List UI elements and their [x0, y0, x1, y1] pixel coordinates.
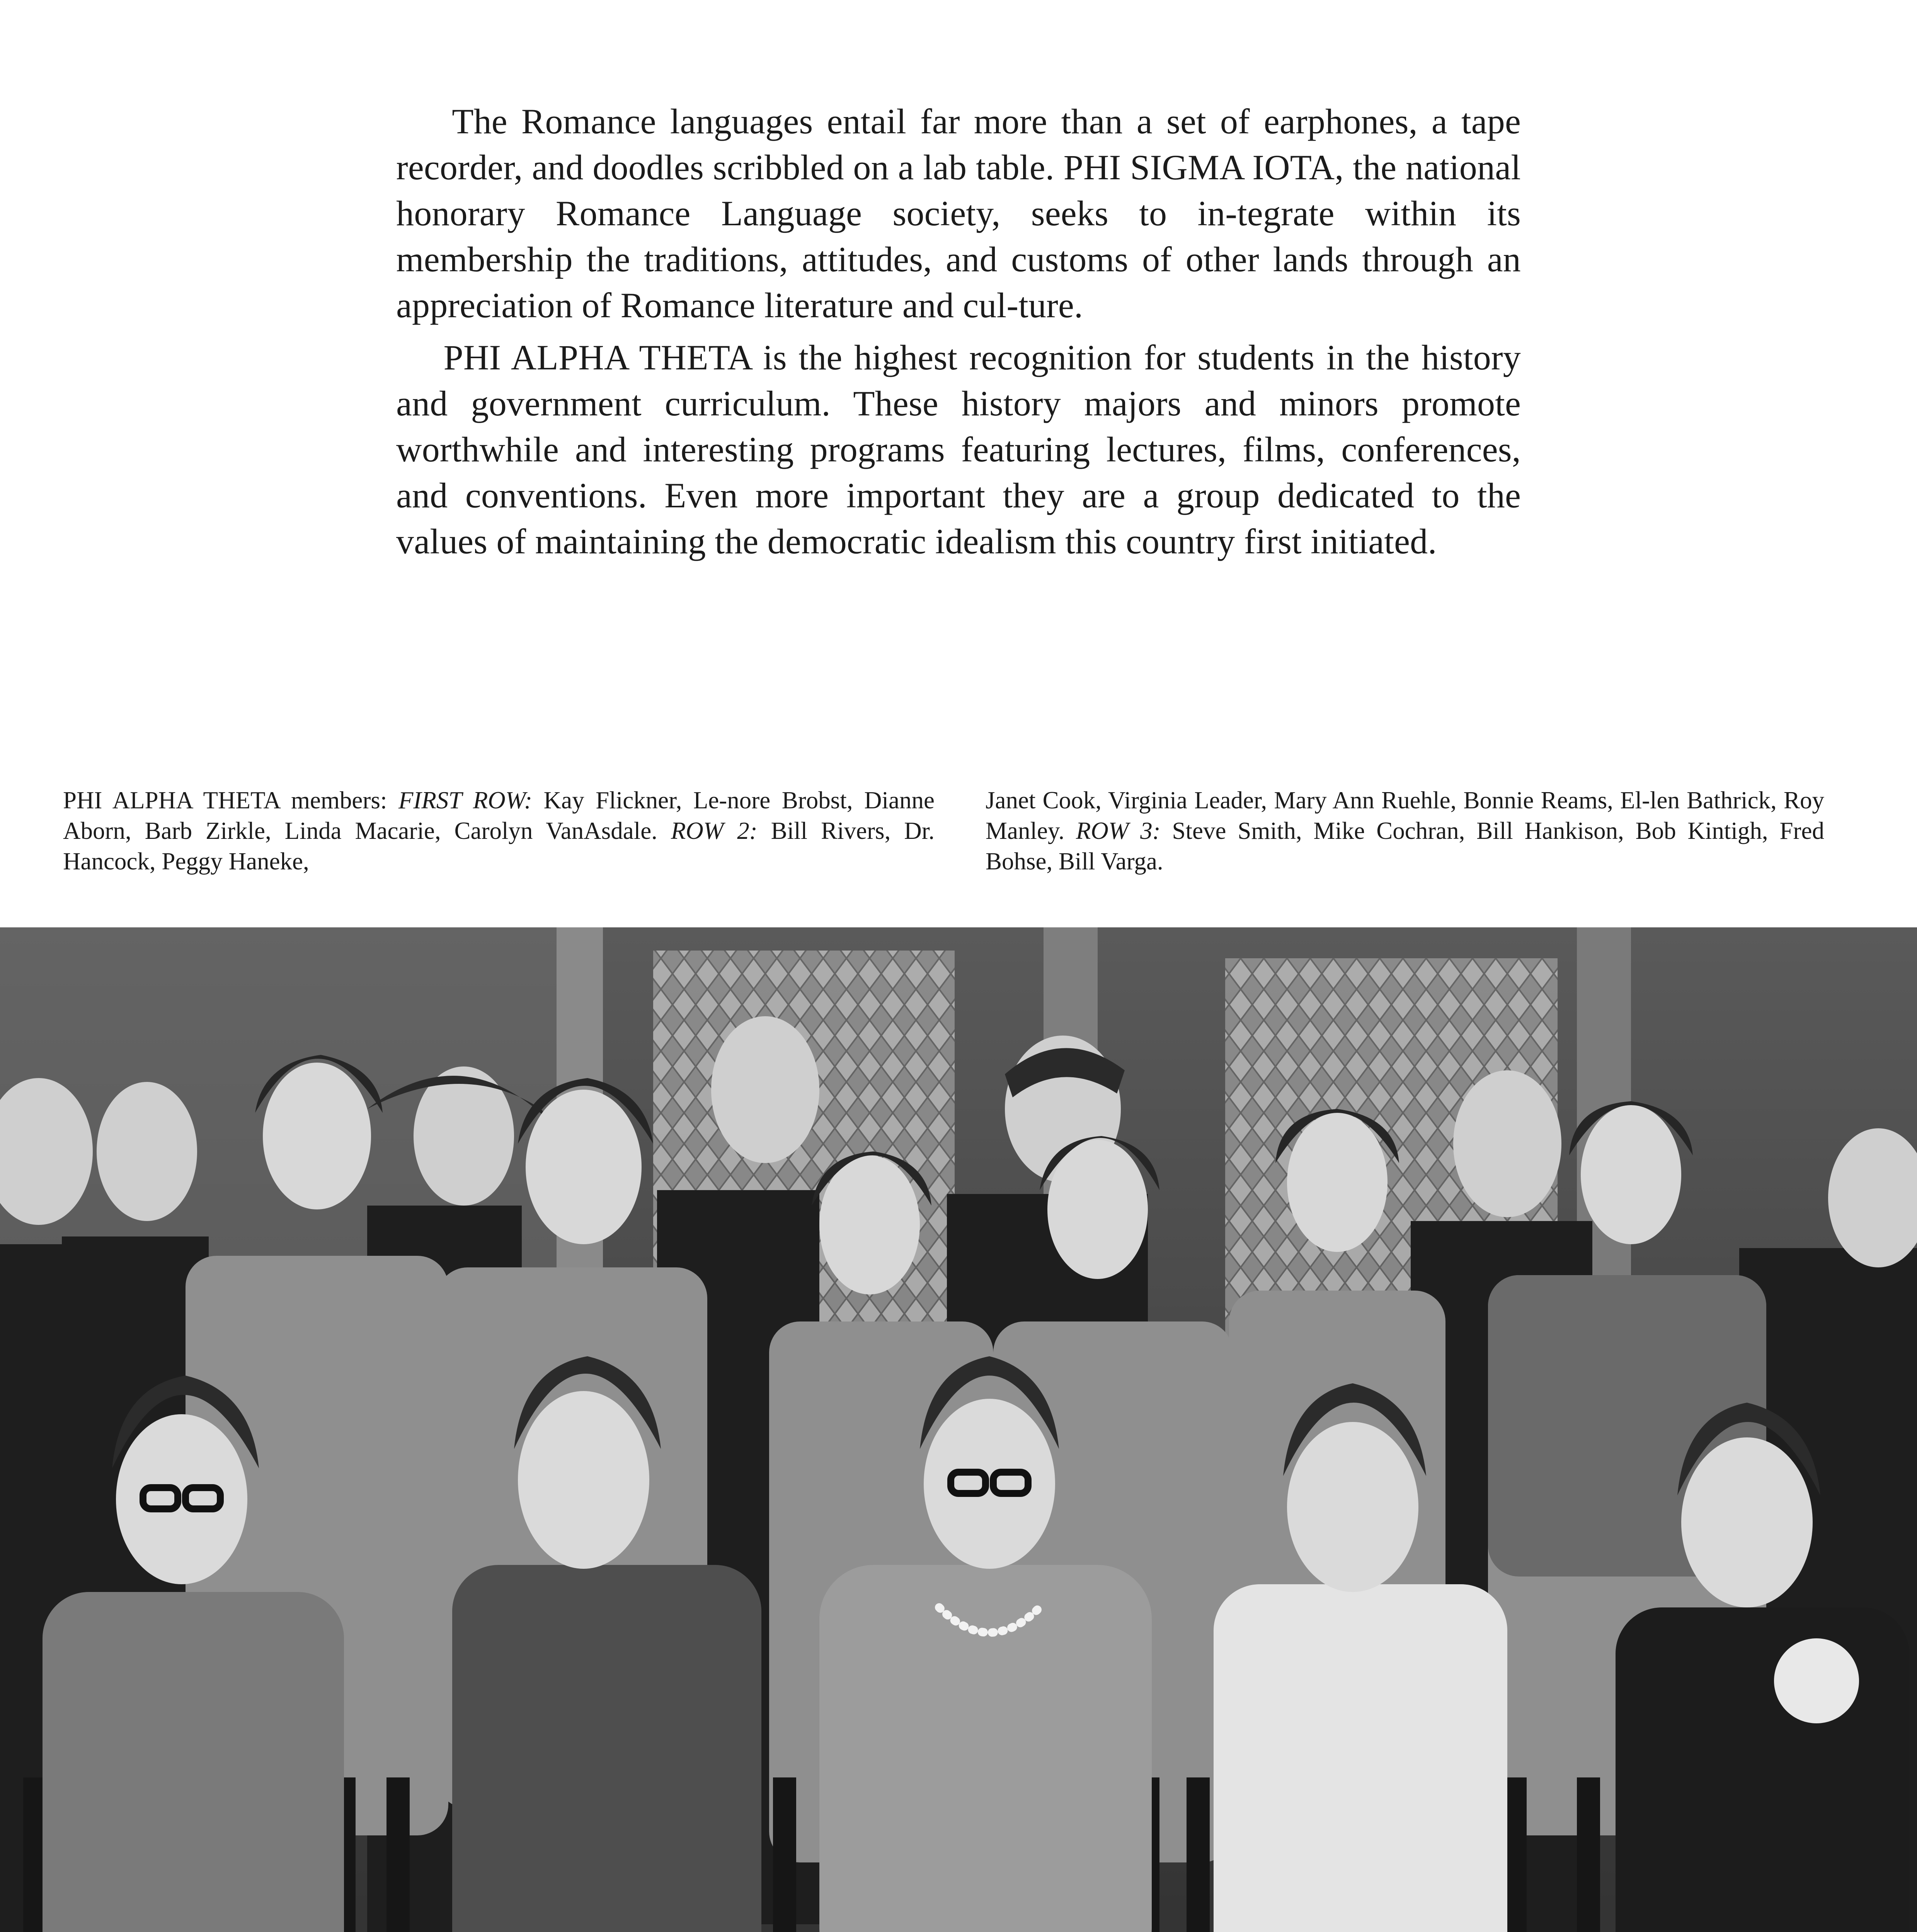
- photo-caption-right: Janet Cook, Virginia Leader, Mary Ann Ruehle, Bonnie Reams, El-len Bathrick, Roy Manley. ROW 3: Steve Smith, Mike Cochran, Bill Hankison, Bob Kintigh, Fred Bohse, Bill Varga.: [986, 787, 1824, 875]
- group-photo-illustration: [0, 927, 1917, 1932]
- group-photo: [0, 927, 1917, 1932]
- body-text: [396, 99, 1521, 565]
- paragraph-phi-sigma-iota: The Romance languages entail far more than a set of earphones, a tape recorder, and doodles scribbled on a lab table. PHI SIGMA IOTA, the national honorary Romance Language society, seeks to in-tegrate within its membership the traditions, attitudes, and customs of other lands through an appreciation of Romance literature and cul-ture.: [396, 102, 1521, 325]
- paragraph-phi-alpha-theta: PHI ALPHA THETA is the highest recognition for students in the history and government curriculum. These history majors and minors promote worthwhile and interesting programs featuring lectures, films, conferences, and conventions. Even more important they are a group dedicated to the values of maintaining the democratic idealism this country first initiated.: [396, 338, 1521, 561]
- photo-caption-left: PHI ALPHA THETA members: FIRST ROW: Kay Flickner, Le-nore Brobst, Dianne Aborn, Barb Zirkle, Linda Macarie, Carolyn VanAsdale. ROW 2: Bill Rivers, Dr. Hancock, Peggy Haneke,: [63, 787, 935, 875]
